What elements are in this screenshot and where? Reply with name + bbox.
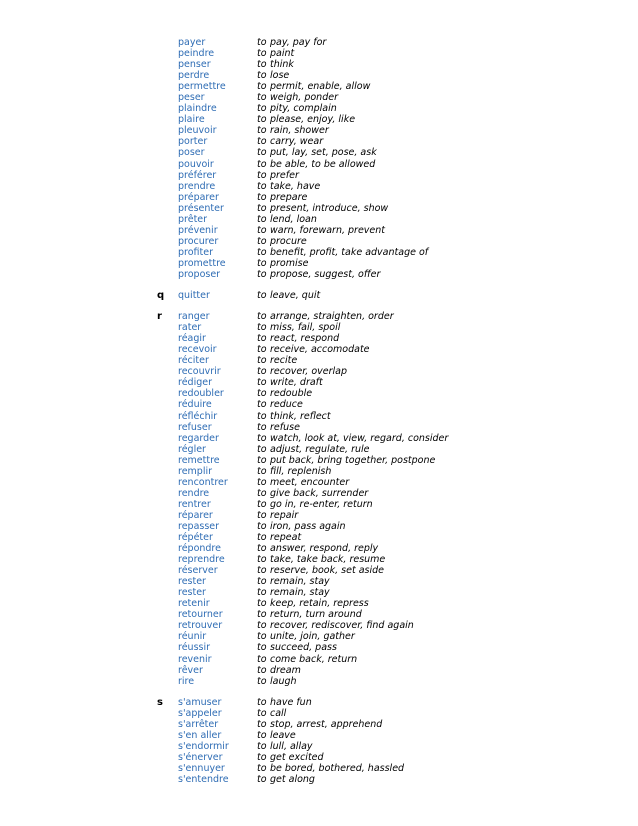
to-marker: to: [257, 290, 267, 302]
verb-row: [0, 665, 638, 676]
french-verb: répondre: [178, 543, 221, 555]
verb-row: [0, 598, 638, 609]
french-verb: plaire: [178, 114, 205, 126]
verb-row: [0, 697, 638, 708]
verb-row: [0, 631, 638, 642]
french-verb: retrouver: [178, 620, 223, 632]
verb-row: [0, 247, 638, 258]
french-verb: pouvoir: [178, 158, 214, 170]
french-verb: réparer: [178, 509, 213, 521]
french-verb: réserver: [178, 565, 218, 577]
verb-row: [0, 510, 638, 521]
english-translation: miss, fail, spoil: [270, 322, 341, 334]
english-translation: warn, forewarn, prevent: [270, 224, 386, 236]
to-marker: to: [257, 158, 267, 170]
to-marker: to: [257, 498, 267, 510]
english-translation: remain, stay: [270, 587, 330, 599]
verb-row: [0, 444, 638, 455]
verb-row: [0, 499, 638, 510]
french-verb: réfléchir: [178, 410, 218, 422]
to-marker: to: [257, 235, 267, 247]
english-translation: react, respond: [270, 333, 340, 345]
english-translation: stop, arrest, apprehend: [270, 718, 383, 730]
english-translation: think, reflect: [270, 410, 331, 422]
verb-row: [0, 192, 638, 203]
verb-row: [0, 774, 638, 785]
verb-row: [0, 422, 638, 433]
to-marker: to: [257, 565, 267, 577]
to-marker: to: [257, 609, 267, 621]
english-translation: take, have: [270, 180, 321, 192]
english-translation: give back, surrender: [270, 487, 369, 499]
verb-row: [0, 311, 638, 322]
to-marker: to: [257, 180, 267, 192]
french-verb: s'arrêter: [178, 718, 219, 730]
section-letter: s: [157, 696, 163, 708]
verb-row: [0, 269, 638, 280]
to-marker: to: [257, 576, 267, 588]
french-verb: présenter: [178, 202, 224, 214]
verb-row: [0, 92, 638, 103]
english-translation: pity, complain: [270, 103, 337, 115]
verb-row: [0, 477, 638, 488]
french-verb: régler: [178, 443, 206, 455]
to-marker: to: [257, 103, 267, 115]
to-marker: to: [257, 344, 267, 356]
verb-row: [0, 181, 638, 192]
english-translation: lose: [270, 70, 290, 82]
french-verb: rendre: [178, 487, 210, 499]
verb-row: [0, 333, 638, 344]
english-translation: meet, encounter: [270, 476, 350, 488]
english-translation: answer, respond, reply: [270, 543, 379, 555]
verb-row: [0, 620, 638, 631]
french-verb: reprendre: [178, 554, 225, 566]
to-marker: to: [257, 751, 267, 763]
to-marker: to: [257, 509, 267, 521]
to-marker: to: [257, 554, 267, 566]
english-translation: get excited: [270, 751, 324, 763]
to-marker: to: [257, 59, 267, 71]
french-verb: permettre: [178, 81, 226, 93]
english-translation: go in, re-enter, return: [270, 498, 373, 510]
english-translation: watch, look at, view, regard, consider: [270, 432, 449, 444]
english-translation: call: [270, 707, 287, 719]
to-marker: to: [257, 399, 267, 411]
verb-row: [0, 225, 638, 236]
french-verb: réussir: [178, 642, 211, 654]
section-letter: q: [157, 290, 165, 302]
french-verb: rater: [178, 322, 202, 334]
verb-row: [0, 466, 638, 477]
to-marker: to: [257, 520, 267, 532]
english-translation: leave: [270, 729, 296, 741]
verb-row: [0, 752, 638, 763]
french-verb: prévenir: [178, 224, 218, 236]
english-translation: pay, pay for: [270, 37, 327, 48]
verb-row: [0, 366, 638, 377]
to-marker: to: [257, 377, 267, 389]
verb-row: [0, 654, 638, 665]
english-translation: procure: [270, 235, 307, 247]
to-marker: to: [257, 740, 267, 752]
french-verb: remplir: [178, 465, 213, 477]
to-marker: to: [257, 653, 267, 665]
to-marker: to: [257, 476, 267, 488]
english-translation: prefer: [270, 169, 299, 181]
to-marker: to: [257, 92, 267, 104]
french-verb: rédiger: [178, 377, 212, 389]
verb-row: [0, 521, 638, 532]
verb-row: [0, 236, 638, 247]
to-marker: to: [257, 48, 267, 60]
french-verb: penser: [178, 59, 211, 71]
verb-row: [0, 159, 638, 170]
english-translation: please, enjoy, like: [270, 114, 356, 126]
french-verb: s'ennuyer: [178, 762, 225, 774]
to-marker: to: [257, 620, 267, 632]
english-translation: adjust, regulate, rule: [270, 443, 370, 455]
to-marker: to: [257, 598, 267, 610]
verb-row: [0, 565, 638, 576]
french-verb: porter: [178, 136, 208, 148]
to-marker: to: [257, 532, 267, 544]
to-marker: to: [257, 421, 267, 433]
verb-row: [0, 532, 638, 543]
french-verb: refuser: [178, 421, 212, 433]
to-marker: to: [257, 454, 267, 466]
english-translation: recite: [270, 355, 298, 367]
to-marker: to: [257, 543, 267, 555]
to-marker: to: [257, 675, 267, 687]
english-translation: take, take back, resume: [270, 554, 386, 566]
verb-row: [0, 214, 638, 225]
verb-row: [0, 48, 638, 59]
verb-row: [0, 103, 638, 114]
letter-section: [0, 290, 638, 301]
french-verb: profiter: [178, 246, 213, 258]
french-verb: peser: [178, 92, 205, 104]
verb-row: [0, 377, 638, 388]
english-translation: carry, wear: [270, 136, 324, 148]
verb-row: [0, 170, 638, 181]
english-translation: put back, bring together, postpone: [270, 454, 436, 466]
to-marker: to: [257, 147, 267, 159]
french-verb: procurer: [178, 235, 219, 247]
to-marker: to: [257, 465, 267, 477]
to-marker: to: [257, 81, 267, 93]
to-marker: to: [257, 213, 267, 225]
french-verb: peindre: [178, 48, 215, 60]
letter-section: [0, 697, 638, 785]
english-translation: reserve, book, set aside: [270, 565, 384, 577]
to-marker: to: [257, 355, 267, 367]
french-verb: repasser: [178, 520, 220, 532]
french-verb: rencontrer: [178, 476, 228, 488]
french-verb: payer: [178, 37, 206, 48]
to-marker: to: [257, 432, 267, 444]
english-translation: redouble: [270, 388, 313, 400]
verb-row: [0, 203, 638, 214]
french-verb: rester: [178, 576, 206, 588]
verb-row: [0, 719, 638, 730]
english-translation: get along: [270, 774, 315, 785]
to-marker: to: [257, 268, 267, 280]
english-translation: prepare: [270, 191, 308, 203]
verb-row: [0, 125, 638, 136]
letter-section: [0, 37, 638, 280]
english-translation: lend, loan: [270, 213, 317, 225]
english-translation: refuse: [270, 421, 300, 433]
to-marker: to: [257, 136, 267, 148]
french-verb: plaindre: [178, 103, 217, 115]
english-translation: benefit, profit, take advantage of: [270, 246, 429, 258]
verb-row: [0, 81, 638, 92]
french-verb: préférer: [178, 169, 217, 181]
to-marker: to: [257, 410, 267, 422]
to-marker: to: [257, 762, 267, 774]
to-marker: to: [257, 169, 267, 181]
to-marker: to: [257, 774, 267, 785]
french-verb: revenir: [178, 653, 212, 665]
french-verb: prendre: [178, 180, 216, 192]
to-marker: to: [257, 718, 267, 730]
english-translation: unite, join, gather: [270, 631, 355, 643]
to-marker: to: [257, 366, 267, 378]
verb-row: [0, 399, 638, 410]
english-translation: receive, accomodate: [270, 344, 370, 356]
to-marker: to: [257, 257, 267, 269]
french-verb: réciter: [178, 355, 209, 367]
french-verb: s'en aller: [178, 729, 222, 741]
verb-row: [0, 411, 638, 422]
english-translation: have fun: [270, 696, 312, 708]
verb-row: [0, 576, 638, 587]
english-translation: repeat: [270, 532, 302, 544]
verb-row: [0, 587, 638, 598]
verb-row: [0, 708, 638, 719]
french-verb: préparer: [178, 191, 219, 203]
verb-row: [0, 763, 638, 774]
english-translation: put, lay, set, pose, ask: [270, 147, 377, 159]
verb-row: [0, 37, 638, 48]
to-marker: to: [257, 443, 267, 455]
french-verb: quitter: [178, 290, 210, 302]
french-verb: s'amuser: [178, 696, 222, 708]
french-verb: perdre: [178, 70, 210, 82]
english-translation: return, turn around: [270, 609, 362, 621]
english-translation: laugh: [270, 675, 297, 687]
to-marker: to: [257, 202, 267, 214]
verb-row: [0, 290, 638, 301]
french-verb: remettre: [178, 454, 220, 466]
french-verb: rentrer: [178, 498, 211, 510]
to-marker: to: [257, 191, 267, 203]
english-translation: fill, replenish: [270, 465, 332, 477]
english-translation: leave, quit: [270, 290, 321, 302]
english-translation: dream: [270, 664, 301, 676]
verb-row: [0, 147, 638, 158]
french-verb: promettre: [178, 257, 226, 269]
verb-row: [0, 741, 638, 752]
english-translation: repair: [270, 509, 299, 521]
french-verb: retourner: [178, 609, 223, 621]
verb-row: [0, 433, 638, 444]
to-marker: to: [257, 246, 267, 258]
to-marker: to: [257, 707, 267, 719]
english-translation: rain, shower: [270, 125, 329, 137]
verb-row: [0, 676, 638, 687]
english-translation: present, introduce, show: [270, 202, 389, 214]
verb-row: [0, 258, 638, 269]
to-marker: to: [257, 587, 267, 599]
english-translation: write, draft: [270, 377, 323, 389]
english-translation: be able, to be allowed: [270, 158, 376, 170]
french-verb: regarder: [178, 432, 219, 444]
verb-row: [0, 322, 638, 333]
english-translation: succeed, pass: [270, 642, 337, 654]
verb-row: [0, 70, 638, 81]
to-marker: to: [257, 729, 267, 741]
verb-list: [0, 37, 638, 785]
verb-row: [0, 609, 638, 620]
english-translation: be bored, bothered, hassled: [270, 762, 405, 774]
english-translation: reduce: [270, 399, 303, 411]
english-translation: remain, stay: [270, 576, 330, 588]
english-translation: iron, pass again: [270, 520, 346, 532]
french-verb: redoubler: [178, 388, 224, 400]
english-translation: arrange, straighten, order: [270, 311, 394, 323]
to-marker: to: [257, 696, 267, 708]
french-verb: poser: [178, 147, 205, 159]
english-translation: paint: [270, 48, 295, 60]
french-verb: prêter: [178, 213, 208, 225]
french-verb: s'endormir: [178, 740, 229, 752]
verb-row: [0, 455, 638, 466]
to-marker: to: [257, 333, 267, 345]
letter-section: [0, 311, 638, 687]
english-translation: permit, enable, allow: [270, 81, 371, 93]
french-verb: s'appeler: [178, 707, 222, 719]
to-marker: to: [257, 311, 267, 323]
to-marker: to: [257, 37, 267, 48]
french-verb: répéter: [178, 532, 213, 544]
french-verb: réduire: [178, 399, 212, 411]
french-verb: rester: [178, 587, 206, 599]
verb-row: [0, 136, 638, 147]
verb-row: [0, 388, 638, 399]
to-marker: to: [257, 664, 267, 676]
english-translation: promise: [270, 257, 309, 269]
to-marker: to: [257, 125, 267, 137]
french-verb: retenir: [178, 598, 210, 610]
to-marker: to: [257, 642, 267, 654]
french-verb: pleuvoir: [178, 125, 217, 137]
english-translation: weigh, ponder: [270, 92, 338, 104]
french-verb: rire: [178, 675, 195, 687]
french-verb: recouvrir: [178, 366, 221, 378]
french-verb: s'énerver: [178, 751, 223, 763]
english-translation: recover, overlap: [270, 366, 348, 378]
to-marker: to: [257, 487, 267, 499]
french-verb: réagir: [178, 333, 206, 345]
english-translation: come back, return: [270, 653, 358, 665]
english-translation: think: [270, 59, 294, 71]
to-marker: to: [257, 224, 267, 236]
english-translation: keep, retain, repress: [270, 598, 369, 610]
french-verb: réunir: [178, 631, 207, 643]
verb-row: [0, 730, 638, 741]
english-translation: propose, suggest, offer: [270, 268, 381, 280]
to-marker: to: [257, 631, 267, 643]
verb-row: [0, 355, 638, 366]
french-verb: ranger: [178, 311, 210, 323]
section-letter: r: [157, 311, 162, 323]
verb-row: [0, 114, 638, 125]
to-marker: to: [257, 322, 267, 334]
verb-row: [0, 344, 638, 355]
french-verb: rêver: [178, 664, 203, 676]
english-translation: lull, allay: [270, 740, 313, 752]
to-marker: to: [257, 388, 267, 400]
verb-row: [0, 554, 638, 565]
english-translation: recover, rediscover, find again: [270, 620, 414, 632]
verb-row: [0, 59, 638, 70]
verb-row: [0, 543, 638, 554]
to-marker: to: [257, 70, 267, 82]
verb-row: [0, 488, 638, 499]
french-verb: proposer: [178, 268, 221, 280]
to-marker: to: [257, 114, 267, 126]
french-verb: recevoir: [178, 344, 217, 356]
french-verb: s'entendre: [178, 774, 229, 785]
verb-row: [0, 642, 638, 653]
